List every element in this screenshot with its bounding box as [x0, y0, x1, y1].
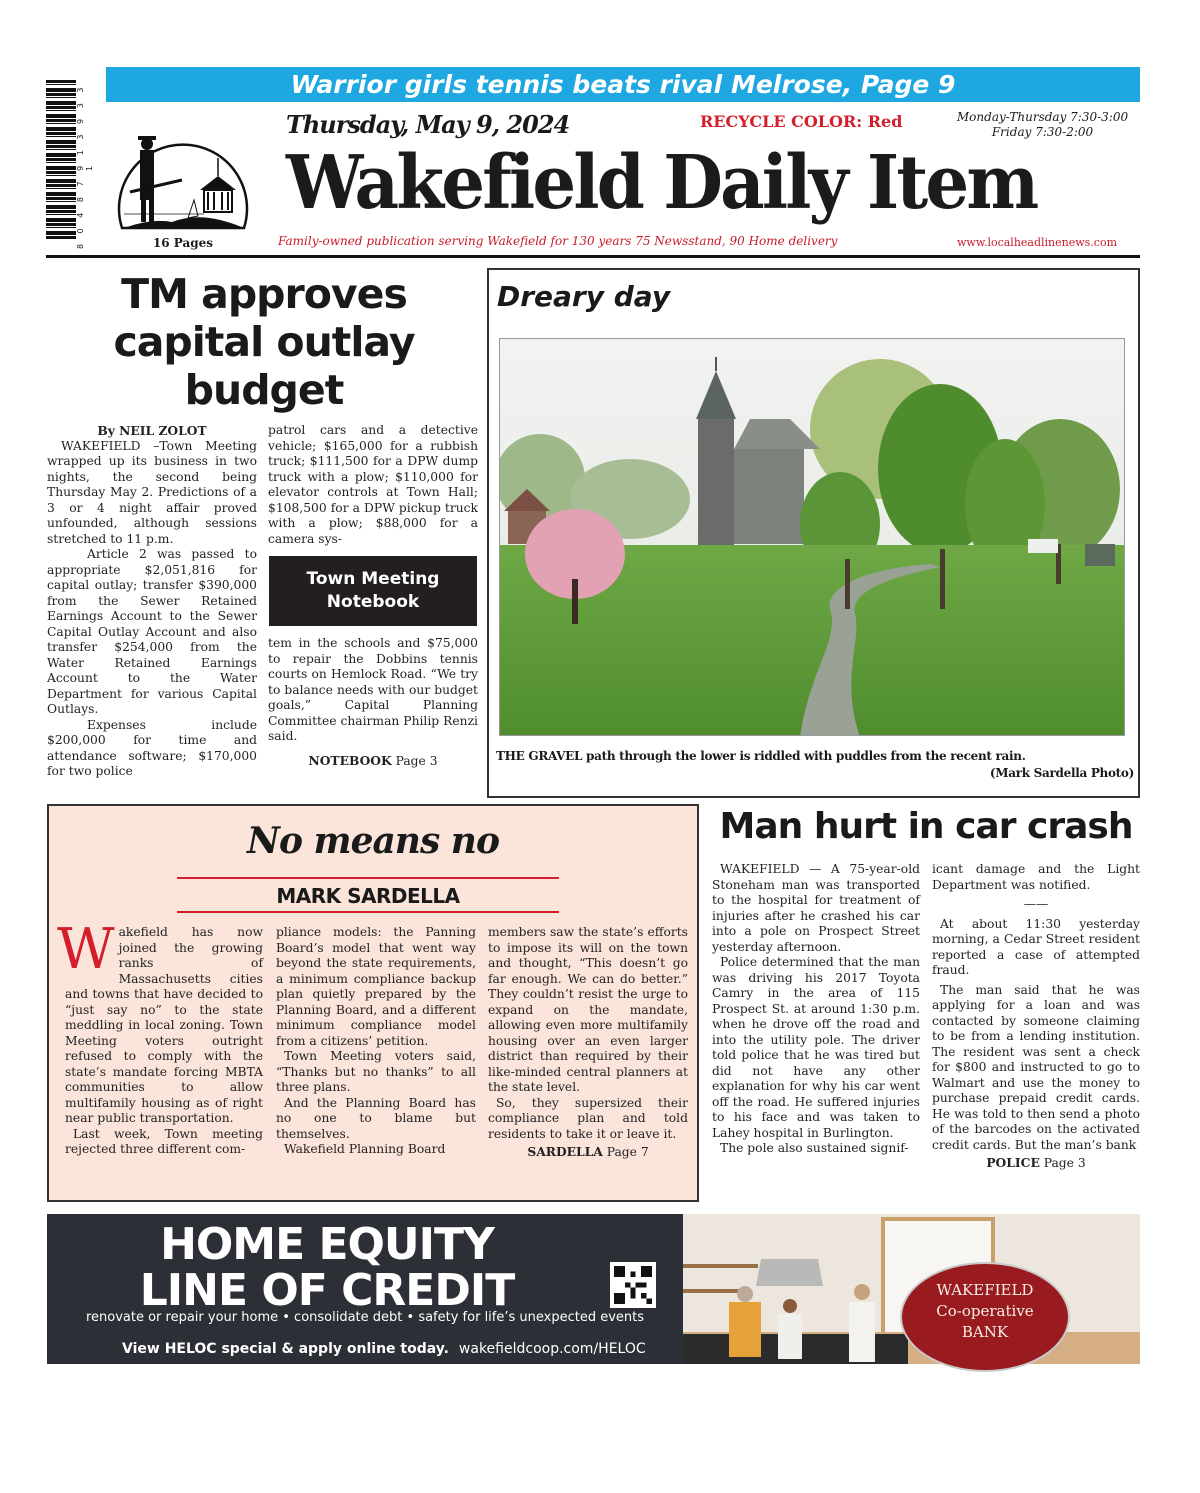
crash-column-2 [932, 862, 1140, 1172]
jump-page: Page 7 [602, 1145, 649, 1159]
crash-headline[interactable]: Man hurt in car crash [719, 806, 1133, 847]
bank-name-line: WAKEFIELD [936, 1281, 1034, 1299]
column-headline[interactable]: No means no [247, 820, 499, 862]
hours-friday: Friday 7:30-2:00 [991, 125, 1094, 139]
photo-title: Dreary day [497, 280, 671, 313]
lead-column-2-top [268, 423, 478, 547]
bank-name-line: Co-operative [936, 1302, 1034, 1320]
ad-legal-text: MEMBER FDIC / MEMBER DIF ⌂ EQUAL HOUSING LENDER NMLS #406738 [122, 1384, 433, 1394]
notebook-label-line: Notebook [326, 592, 420, 612]
ad-headline [47, 1219, 607, 1316]
bank-slogan: Bringing life to banking [937, 1376, 1043, 1386]
crash-column-1 [712, 862, 920, 1157]
jump-page: Page 3 [1039, 1156, 1086, 1170]
website-link[interactable]: www.localheadlinenews.com [957, 236, 1118, 249]
barcode-digits: 8 0 4 8 7 9 1 3 9 3 3 1 [76, 83, 94, 249]
paragraph: Wakefield Planning Board [284, 1142, 446, 1156]
column-text-2 [276, 925, 476, 1158]
paragraph: And the Planning Board has no one to blame but themselves. [276, 1095, 476, 1141]
paragraph: members saw the state’s efforts to impose its will on the town and thought, “This doesn’t go far enough. We can do better.” They couldn’t resist the urge to expand on the mandate, allowing even more multifamily housing over an even larger district than required by their like-minded central planners at the state level. [488, 925, 688, 1094]
recycle-color: RECYCLE COLOR: Red [700, 112, 903, 131]
paragraph: Expenses include $200,000 for time and attendance software; $170,000 for two police [47, 717, 257, 778]
drop-cap: W [57, 917, 115, 982]
paragraph: Town Meeting voters said, “Thanks but no thanks” to all three plans. [276, 1049, 476, 1094]
jump-keyword: SARDELLA [527, 1144, 603, 1159]
bank-logo[interactable] [900, 1262, 1070, 1372]
caption-text: THE GRAVEL path through the lower is riddled with puddles from the recent rain. [496, 749, 1026, 763]
lead-column-2-bottom [268, 636, 478, 769]
park-photo[interactable] [499, 338, 1125, 736]
paragraph: The pole also sustained signif- [720, 1141, 909, 1155]
ad-call-to-action[interactable] [122, 1341, 646, 1357]
paragraph: WAKEFIELD — A 75-year-old Stoneham man was transported to the hospital for treatment of injuries after he crashed his car into a pole on Prospect Street yesterday afternoon. [712, 862, 920, 954]
newspaper-title: Wakefield Daily Item [286, 140, 1037, 226]
masthead-rule [46, 255, 1140, 258]
ad-headline-line: HOME EQUITY [160, 1219, 494, 1270]
minuteman-logo [112, 110, 254, 238]
cta-text: View HELOC special & apply online today. [122, 1341, 449, 1357]
lead-headline[interactable]: TM approves capital outlay budget [113, 270, 415, 414]
teaser-banner[interactable]: Warrior girls tennis beats rival Melrose, Page 9 [106, 67, 1140, 102]
office-hours [945, 110, 1140, 140]
section-separator: —— [1023, 897, 1049, 911]
notebook-label [269, 556, 477, 626]
jump-page: Page 3 [391, 753, 438, 768]
paragraph: Police determined that the man was driving his 2017 Toyota Camry in the area of 115 Prospect St. at around 1:30 p.m. when he drove off the road and into the utility pole. The driver told police that he was tired but did not have any other explanation for why his car went off the road. He suffered injuries to his face and was taken to Lahey hospital in Burlington. [712, 955, 920, 1140]
ad-headline-line: LINE OF CREDIT [139, 1265, 515, 1316]
paragraph: WAKEFIELD –Town Meeting wrapped up its business in two nights, the second being Thursday May 2. Predictions of a 3 or 4 night affair proved unfounded, although sessions stretched to 11 p.m. [47, 438, 257, 546]
red-divider [177, 877, 559, 879]
paragraph: At about 11:30 yesterday morning, a Cedar Street resident reported a case of attempted fraud. [932, 916, 1140, 977]
barcode [46, 66, 92, 256]
paragraph: patrol cars and a detective vehicle; $165,000 for a rubbish truck; $111,500 for a DPW dump truck with a plow; $110,000 for elevator controls at Town Hall; $108,500 for a DPW pickup truck with a plow; $88,000 for a camera sys- [268, 423, 478, 546]
bank-name-line: BANK [961, 1323, 1009, 1341]
issue-date: Thursday, May 9, 2024 [286, 110, 570, 139]
notebook-label-line: Town Meeting [306, 569, 440, 589]
paragraph: pliance models: the Panning Board’s model that went way beyond the state requirements, a minimum compliance backup plan quietly prepared by the Planning Board, and a different minimum compliance model from a citizens’ petition. [276, 925, 476, 1048]
photo-caption [496, 748, 1134, 782]
tagline: Family-owned publication serving Wakefield for 130 years 75 Newsstand, 90 Home delivery [278, 234, 838, 248]
jump-link[interactable] [268, 753, 478, 770]
paragraph: tem in the schools and $75,000 to repair the Dobbins tennis courts on Hemlock Road. “We try to balance needs with our budget goals,” Capital Planning Committee chairman Philip Renzi said. [268, 636, 478, 743]
column-text-1 [57, 917, 263, 1158]
paragraph: icant damage and the Light Department was notified. [932, 862, 1140, 892]
barcode-bars [46, 80, 76, 240]
jump-link[interactable] [488, 1144, 688, 1161]
paragraph: akefield has now joined the growing ranks of Massachusetts cities and towns that have decided to “just say no” to the state meddling in local zoning. Town Meeting voters outright refused to comply with the state’s mandate forcing MBTA communities to allow multifamily housing as of right near public transportation. [65, 925, 263, 1125]
paragraph: Last week, Town meeting rejected three different com- [65, 1126, 263, 1156]
locations-label: Find us on Main Street: [122, 1367, 267, 1381]
page-count: 16 Pages [152, 236, 214, 250]
jump-keyword: NOTEBOOK [308, 752, 392, 768]
qr-code-icon[interactable] [610, 1262, 656, 1308]
paragraph: So, they supersized their compliance plan and told residents to take it or leave it. [488, 1095, 688, 1141]
lead-column-1 [47, 423, 257, 780]
red-divider [177, 911, 559, 913]
cta-url[interactable]: wakefieldcoop.com/HELOC [458, 1341, 646, 1357]
hours-weekday: Monday-Thursday 7:30-3:00 [956, 110, 1129, 124]
paragraph: Article 2 was passed to appropriate $2,051,816 for capital outlay; transfer $390,000 from the Sewer Retained Earnings Account to the Sewer Capital Outlay Account and also transfer $254,000 from the Water Retained Earnings Account to the Water Department for various Capital Outlays. [47, 547, 257, 716]
column-text-3 [488, 925, 688, 1161]
jump-keyword: POLICE [986, 1155, 1040, 1170]
photo-credit: (Mark Sardella Photo) [989, 766, 1134, 780]
locations-list: Wakefield • Lynnfield • Melrose [266, 1368, 443, 1381]
jump-link[interactable] [932, 1155, 1140, 1172]
paragraph: The man said that he was applying for a loan and was contacted by someone claiming to be from a lending institution. The resident was sent a check for $800 and instructed to go to Walmart and use the money to purchase prepaid credit cards. He was told to then send a photo of the barcodes on the activated credit cards. But the man’s bank [932, 982, 1140, 1152]
ad-locations [122, 1367, 443, 1381]
byline: By NEIL ZOLOT [97, 423, 207, 438]
ad-benefits: renovate or repair your home • consolidate debt • safety for life’s unexpected events [85, 1310, 645, 1325]
column-author: MARK SARDELLA [276, 884, 460, 908]
